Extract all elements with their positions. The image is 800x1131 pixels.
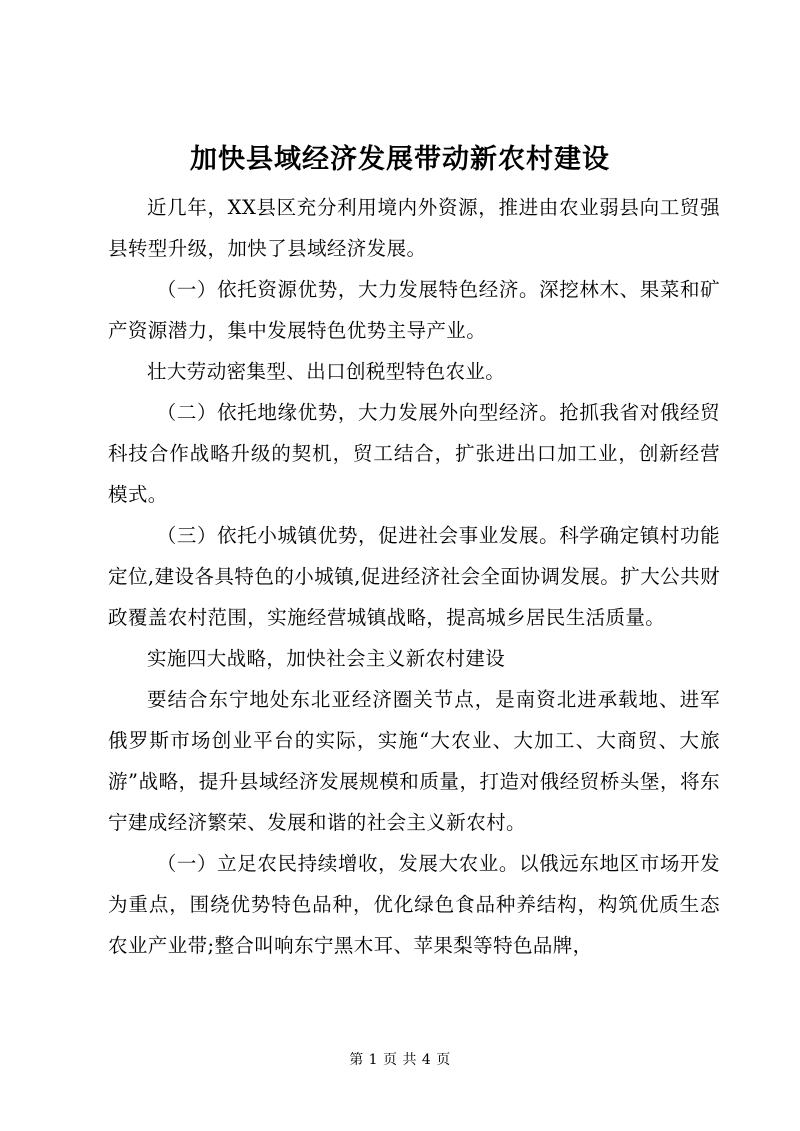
paragraph-agriculture: 壮大劳动密集型、出口创税型特色农业。 [147,360,506,383]
page-number-footer: 第 1 页 共 4 页 [349,1052,451,1068]
document-body [108,187,720,966]
paragraph-geographic-advantage: （二）依托地缘优势，大力发展外向型经济。抢抓我省对俄经贸科技合作战略升级的契机，贸工结合，扩张进出口加工业，创新经营模式。 [108,401,720,506]
paragraph-intro: 近几年，XX县区充分利用境内外资源，推进由农业弱县向工贸强县转型升级，加快了县域经济发展。 [108,196,720,260]
paragraph-resource-advantage: （一）依托资源优势，大力发展特色经济。深挖林木、果菜和矿产资源潜力，集中发展特色优势主导产业。 [108,278,720,342]
document-title: 加快县域经济发展带动新农村建设 [190,144,610,175]
paragraph-strategy: 要结合东宁地处东北亚经济圈关节点，是南资北进承载地、进军俄罗斯市场创业平台的实际，实施“大农业、大加工、大商贸、大旅游”战略，提升县域经济发展规模和质量，打造对俄经贸桥头堡，将东宁建成经济繁荣、发展和谐的社会主义新农村。 [108,688,720,834]
paragraph-town-advantage: （三）依托小城镇优势，促进社会事业发展。科学确定镇村功能定位,建设各具特色的小城镇,促进经济社会全面协调发展。扩大公共财政覆盖农村范围，实施经营城镇战略，提高城乡居民生活质量。 [108,524,720,629]
section-heading-four-strategies: 实施四大战略，加快社会主义新农村建设 [147,647,506,670]
paragraph-big-agriculture: （一）立足农民持续增收，发展大农业。以俄远东地区市场开发为重点，围绕优势特色品种，优化绿色食品种养结构，构筑优质生态农业产业带;整合叫响东宁黑木耳、苹果梨等特色品牌， [108,852,720,957]
